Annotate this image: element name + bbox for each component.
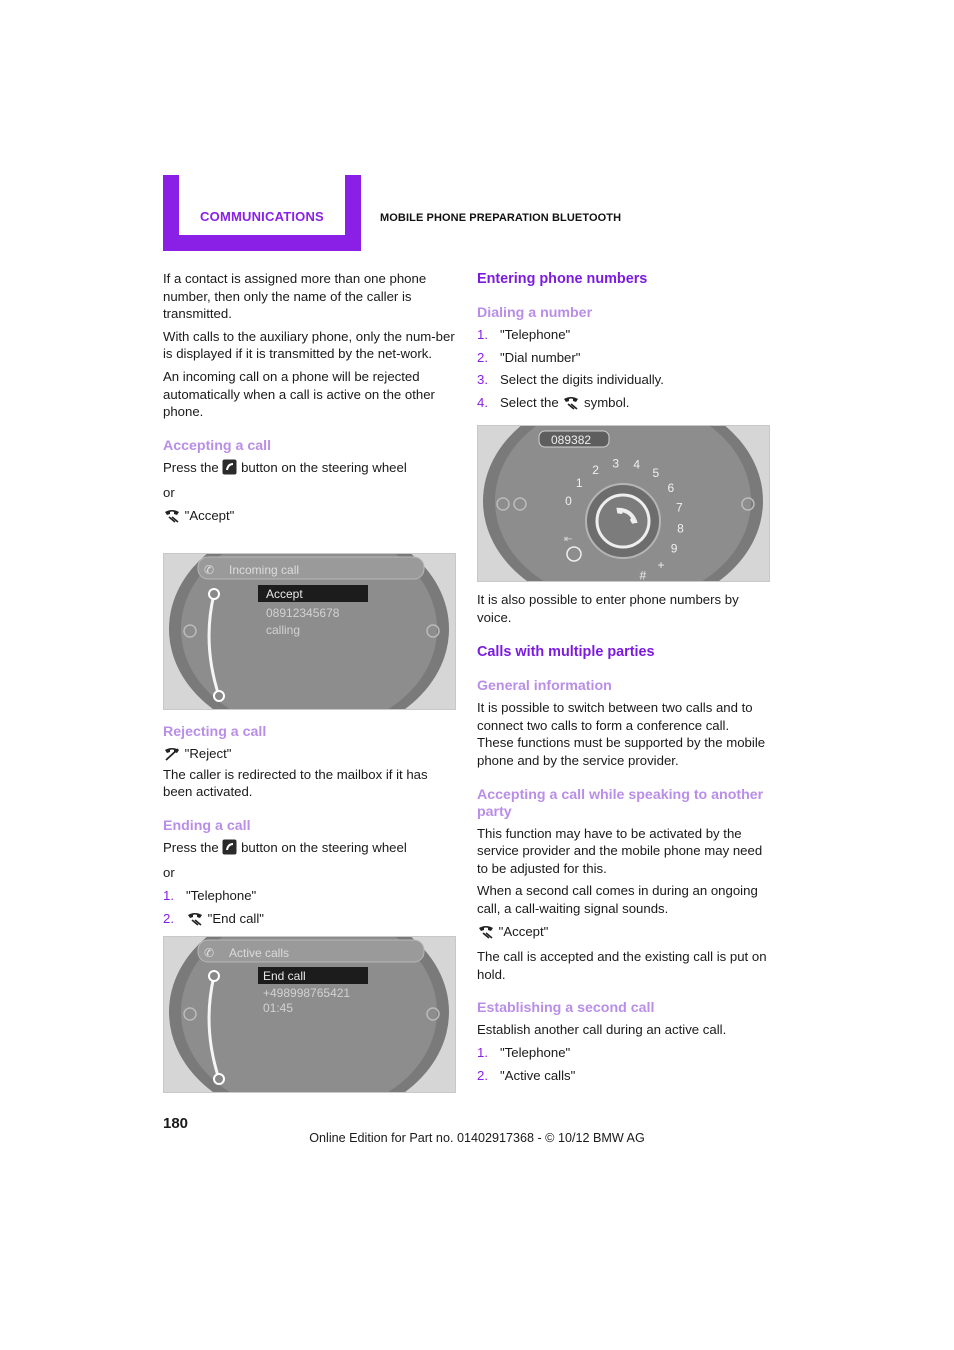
second-call-steps bbox=[477, 1044, 769, 1084]
intro-paragraph: If a contact is assigned more than one phone number, then only the name of the caller is transmitted. bbox=[163, 271, 427, 322]
dial-digit: 2 bbox=[592, 462, 599, 477]
left-column-lower bbox=[163, 724, 455, 935]
accepting-while-text: The call is accepted and the existing call is put on hold. bbox=[477, 949, 767, 982]
entering-numbers-heading: Entering phone numbers bbox=[477, 271, 648, 287]
right-column-lower bbox=[477, 591, 769, 1089]
ending-call-heading: Ending a call bbox=[163, 817, 251, 834]
phone-handset-icon bbox=[562, 396, 580, 415]
dial-digit: 7 bbox=[676, 500, 683, 515]
dial-digit: 1 bbox=[575, 476, 583, 490]
step-item: 1. "Telephone" bbox=[477, 1044, 571, 1060]
accepting-call-heading: Accepting a call bbox=[163, 437, 272, 454]
general-info-text: It is possible to switch between two calls and to connect two calls to form a conference call. These functions must be supported by the mobile phone and by the service provider. bbox=[477, 700, 766, 768]
step-item: 2. "Dial number" bbox=[477, 349, 581, 365]
reject-call-icon bbox=[163, 747, 181, 766]
step-item: 1. "Telephone" bbox=[477, 327, 571, 342]
page-number: 180 bbox=[163, 1115, 189, 1132]
phone-handset-icon bbox=[477, 925, 495, 944]
screen-title: Incoming call bbox=[229, 563, 300, 577]
call-status: calling bbox=[266, 623, 301, 637]
dial-digit: 0 bbox=[565, 494, 572, 509]
voice-text: It is also possible to enter phone numbers by voice. bbox=[477, 592, 739, 625]
call-duration: 01:45 bbox=[263, 1001, 294, 1015]
dial-digit: 4 bbox=[633, 457, 641, 472]
svg-text:✆: ✆ bbox=[204, 946, 215, 960]
incoming-call-screenshot bbox=[163, 553, 456, 710]
end-call-menu-item: End call bbox=[263, 969, 306, 983]
dialing-steps bbox=[477, 326, 769, 414]
dialing-heading: Dialing a number bbox=[477, 305, 593, 321]
screen-title: Active calls bbox=[229, 946, 290, 960]
or-text: or bbox=[163, 865, 175, 881]
end-call-icon bbox=[186, 912, 204, 931]
second-call-heading: Establishing a second call bbox=[477, 1000, 655, 1017]
accept-menu-item: Accept bbox=[266, 587, 303, 601]
dial-digit: # bbox=[639, 568, 647, 581]
section-tab bbox=[163, 175, 361, 251]
accepting-while-heading: Accepting a call while speaking to another party bbox=[477, 786, 764, 820]
dial-digit: 6 bbox=[667, 481, 675, 496]
step-item: 2. "End call" bbox=[163, 910, 455, 931]
dial-display: 089382 bbox=[551, 433, 592, 447]
svg-text:✆: ✆ bbox=[204, 563, 215, 577]
active-calls-screenshot bbox=[163, 936, 456, 1093]
intro-paragraph: An incoming call on a phone will be rejected automatically when a call is active on the other phone. bbox=[163, 368, 435, 420]
second-call-text: Establish another call during an active call. bbox=[477, 1022, 727, 1038]
dial-number-screenshot bbox=[477, 425, 770, 582]
svg-text:⇤: ⇤ bbox=[564, 534, 573, 545]
accept-menu-line: "Accept" bbox=[477, 923, 769, 944]
footer-text: Online Edition for Part no. 01402917368 - © 10/12 BMW AG bbox=[309, 1131, 645, 1145]
dial-digit: 5 bbox=[652, 466, 660, 481]
right-column bbox=[477, 270, 769, 419]
step-item: 3. Select the digits individually. bbox=[477, 372, 664, 388]
caller-number: 08912345678 bbox=[266, 606, 340, 620]
section-title: COMMUNICATIONS bbox=[200, 209, 324, 224]
steering-wheel-phone-button-icon bbox=[222, 459, 237, 480]
or-text: or bbox=[163, 485, 175, 501]
active-number: +498998765421 bbox=[263, 986, 351, 1000]
accepting-while-text: This function may have to be activated by the service provider and the mobile phone may need to be adjusted for this. bbox=[477, 825, 763, 876]
phone-handset-icon bbox=[163, 509, 181, 528]
accepting-press-line: Press the button on the steering wheel bbox=[163, 459, 455, 480]
accept-menu-line: "Accept" bbox=[163, 507, 455, 528]
chapter-title: MOBILE PHONE PREPARATION BLUETOOTH bbox=[380, 212, 622, 224]
general-info-heading: General information bbox=[477, 678, 612, 695]
rejecting-call-heading: Rejecting a call bbox=[163, 724, 267, 740]
reject-menu-line: "Reject" bbox=[163, 745, 455, 766]
rejecting-text: The caller is redirected to the mailbox if it has been activated. bbox=[163, 766, 428, 800]
multiple-parties-heading: Calls with multiple parties bbox=[477, 644, 655, 661]
dial-digit: 3 bbox=[612, 456, 620, 471]
steering-wheel-phone-button-icon bbox=[222, 839, 237, 860]
step-item: 2. "Active calls" bbox=[477, 1067, 576, 1083]
left-column bbox=[163, 270, 455, 533]
dial-digit: + bbox=[657, 557, 665, 572]
intro-paragraph: With calls to the auxiliary phone, only the num-ber is displayed if it is transmitted by the net-work. bbox=[163, 328, 455, 362]
step-item: 4. Select the symbol. bbox=[477, 394, 769, 415]
ending-press-line: Press the button on the steering wheel bbox=[163, 839, 455, 860]
ending-steps bbox=[163, 887, 455, 930]
dial-digit: 9 bbox=[670, 541, 678, 556]
dial-digit: 8 bbox=[677, 521, 684, 536]
step-item: 1. "Telephone" bbox=[163, 887, 257, 903]
accepting-while-text: When a second call comes in during an ongoing call, a call-waiting signal sounds. bbox=[477, 883, 758, 916]
